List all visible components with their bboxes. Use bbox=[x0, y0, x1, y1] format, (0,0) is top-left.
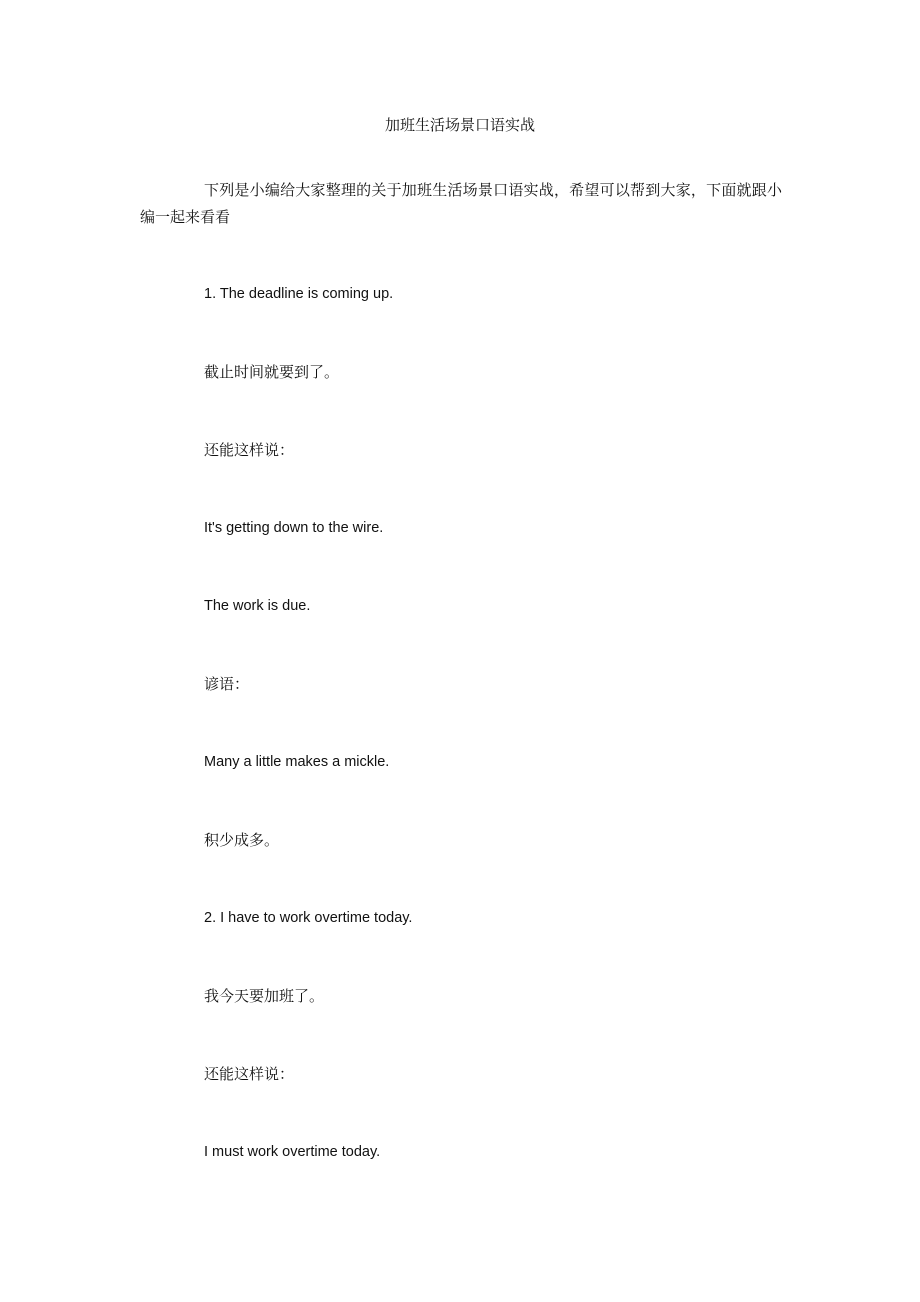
paragraph-en: I must work overtime today. bbox=[204, 1144, 381, 1160]
paragraph-zh: 截止时间就要到了。 bbox=[204, 363, 340, 381]
paragraph-zh: 我今天要加班了。 bbox=[204, 987, 325, 1005]
paragraph-zh: 还能这样说： bbox=[204, 1065, 295, 1083]
document-title: 加班生活场景口语实战 bbox=[384, 116, 535, 134]
paragraph-en: It's getting down to the wire. bbox=[204, 520, 384, 536]
paragraph-en: 2. I have to work overtime today. bbox=[204, 910, 413, 926]
paragraph-en: The work is due. bbox=[204, 598, 311, 614]
paragraph-en: 1. The deadline is coming up. bbox=[204, 286, 394, 302]
paragraph-en: Many a little makes a mickle. bbox=[204, 754, 390, 770]
paragraph-zh: 还能这样说： bbox=[204, 441, 295, 459]
paragraph-zh: 积少成多。 bbox=[204, 831, 280, 849]
paragraph-zh: 谚语： bbox=[204, 675, 250, 693]
intro-paragraph: 下列是小编给大家整理的关于加班生活场景口语实战，希望可以帮到大家，下面就跟小编一起来看看 bbox=[140, 181, 782, 226]
